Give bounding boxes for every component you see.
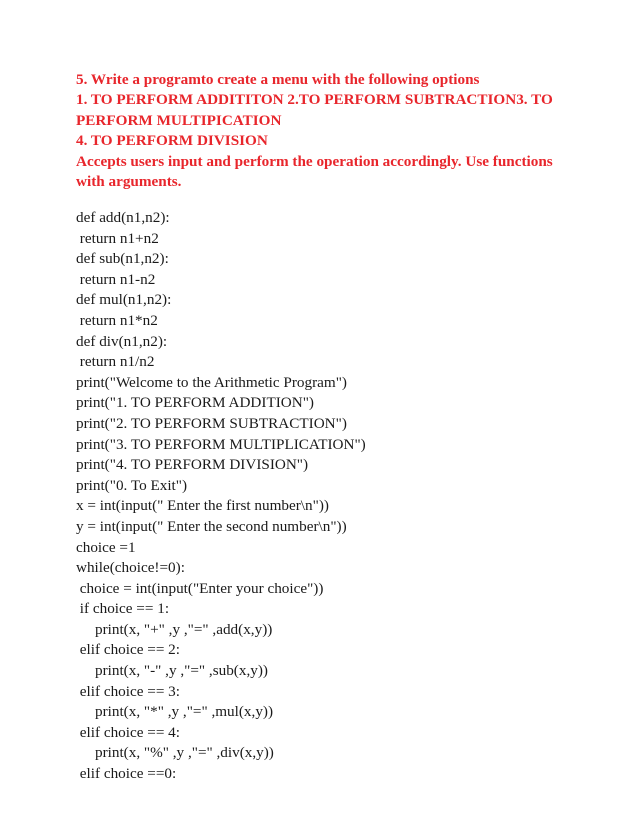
code-line: x = int(input(" Enter the first number\n")) [76, 497, 329, 515]
code-line: return n1/n2 [76, 353, 155, 371]
heading-line: 4. TO PERFORM DIVISION [76, 132, 268, 150]
code-block [76, 208, 616, 785]
code-line: print(x, "-" ,y ,"=" ,sub(x,y)) [76, 662, 268, 680]
code-line: return n1+n2 [76, 229, 159, 247]
code-line: print("3. TO PERFORM MULTIPLICATION") [76, 435, 366, 453]
code-line: print("0. To Exit") [76, 476, 188, 494]
code-line: def div(n1,n2): [76, 332, 168, 350]
code-line: print("2. TO PERFORM SUBTRACTION") [76, 414, 347, 432]
code-line: elif choice == 4: [76, 723, 180, 741]
code-line: elif choice ==0: [76, 765, 177, 783]
code-line: return n1-n2 [76, 270, 156, 288]
code-line: elif choice == 2: [76, 641, 180, 659]
code-line: while(choice!=0): [76, 559, 185, 577]
code-line: choice =1 [76, 538, 136, 556]
code-line: choice = int(input("Enter your choice")) [76, 579, 324, 597]
code-line: return n1*n2 [76, 311, 158, 329]
code-line: def sub(n1,n2): [76, 250, 169, 268]
code-line: y = int(input(" Enter the second number\n")) [76, 517, 347, 535]
code-line: print("1. TO PERFORM ADDITION") [76, 394, 314, 412]
heading-line: 1. TO PERFORM ADDITITON 2.TO PERFORM SUBTRACTION3. TO [76, 91, 553, 109]
heading-line: with arguments. [76, 173, 182, 191]
code-line: if choice == 1: [76, 600, 170, 618]
task-heading [76, 70, 556, 192]
code-line: elif choice == 3: [76, 682, 180, 700]
code-line: def mul(n1,n2): [76, 291, 172, 309]
code-line: def add(n1,n2): [76, 209, 170, 226]
code-line: print(x, "%" ,y ,"=" ,div(x,y)) [76, 744, 274, 762]
code-line: print("Welcome to the Arithmetic Program") [76, 373, 347, 391]
heading-line: 5. Write a programto create a menu with the following options [76, 71, 480, 88]
heading-line: Accepts users input and perform the operation accordingly. Use functions [76, 152, 553, 170]
code-line: print("4. TO PERFORM DIVISION") [76, 456, 309, 474]
heading-line: PERFORM MULTIPICATION [76, 111, 282, 129]
code-line: print(x, "*" ,y ,"=" ,mul(x,y)) [76, 703, 274, 721]
code-line: print(x, "+" ,y ,"=" ,add(x,y)) [76, 620, 273, 638]
